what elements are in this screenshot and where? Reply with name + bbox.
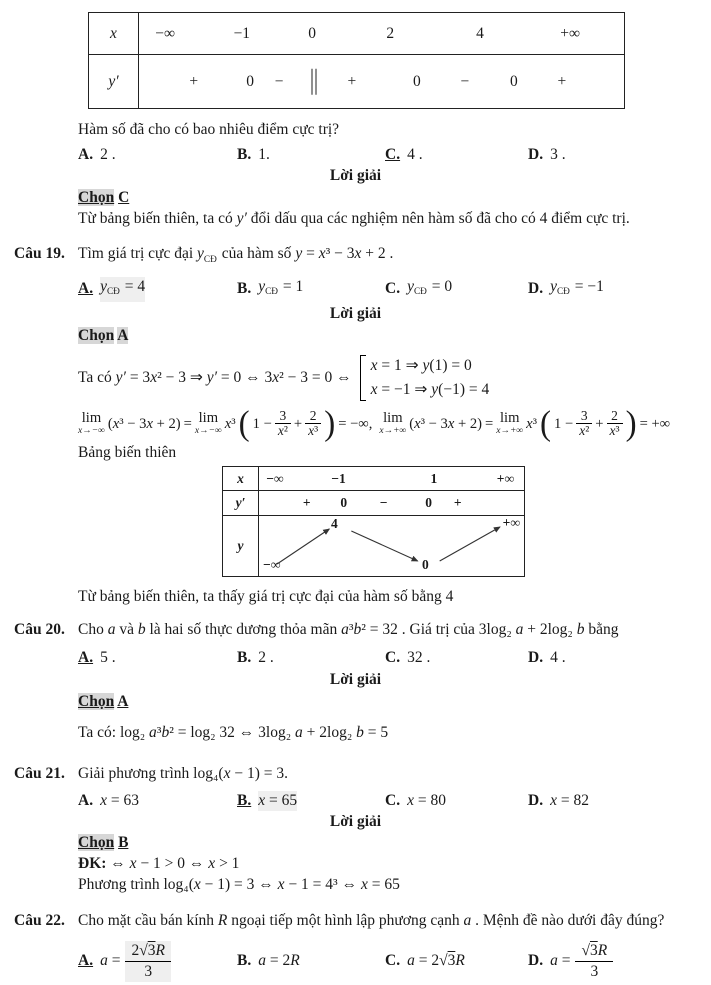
q21-number: Câu 21. — [14, 765, 65, 783]
q21-chon-word: Chọn — [78, 834, 115, 852]
q20-option-a — [78, 648, 237, 668]
q18-option-c — [385, 145, 528, 165]
q21-condition: ĐK: ⇔ x − 1 > 0 ⇔ x > 1 — [78, 855, 240, 873]
y-valley-value: 0 — [422, 557, 429, 573]
q19-case-1: x = 1 ⇒ y(1) = 0 — [370, 357, 472, 375]
q19-options — [78, 277, 711, 303]
q18-option-b-value: 1. — [258, 146, 270, 163]
q19-case-2: x = −1 ⇒ y(−1) = 4 — [370, 381, 490, 399]
q21-option-b-label: B. — [237, 792, 252, 810]
y-peak-value: 4 — [331, 516, 338, 532]
table-q18-x-values: −∞ −1 0 2 4 +∞ — [155, 24, 581, 42]
q21-option-d-label: D. — [528, 792, 544, 810]
fraction-3-x2: $\frac{3}{\text{x²}}$ — [275, 409, 291, 438]
limit-operator: lim x→−∞ — [78, 409, 105, 437]
table-q19-x-values: −∞ −1 1 +∞ — [266, 470, 515, 486]
open-paren: ( — [540, 404, 552, 443]
q19-chon-letter: A — [117, 327, 129, 345]
q18-loigiai-heading: Lời giải — [329, 167, 382, 184]
q20-option-c-label: C. — [385, 649, 401, 667]
q21-option-c-value: x = 80 — [407, 792, 446, 810]
q20-option-a-value: 5 . — [100, 649, 116, 667]
q20-option-d — [528, 648, 711, 668]
document-page — [0, 12, 711, 982]
q22-option-b-value: a = 2R — [258, 952, 300, 970]
q21-chon-letter: B — [118, 834, 129, 852]
table-q19-yprime-values: + 0 − 0 + — [302, 495, 462, 511]
q21-heading — [0, 764, 711, 784]
table-q19-y-row — [223, 516, 524, 576]
q21-chon — [78, 833, 711, 853]
q21-question: Giải phương trình log₄(x − 1) = 3. — [78, 765, 288, 783]
q18-option-a-label: A. — [78, 146, 94, 163]
result-minus-infinity: = −∞, — [338, 415, 373, 432]
q19-option-a — [78, 277, 237, 303]
one-minus: 1 − — [252, 415, 272, 432]
q19-chon — [78, 326, 711, 346]
q18-option-d-value: 3 . — [550, 146, 566, 163]
q18-option-d — [528, 145, 711, 165]
q18-option-b-label: B. — [237, 146, 252, 163]
q22-option-d-fraction: $\frac{√3R}{3}$ — [575, 941, 613, 982]
q19-chon-word: Chọn — [78, 327, 115, 345]
q22-question: Cho mặt cầu bán kính R ngoại tiếp một hình lập phương cạnh a . Mệnh đề nào dưới đây đúng? — [78, 912, 665, 930]
limit-operator: lim x→−∞ — [194, 409, 222, 437]
q22-option-c — [385, 937, 528, 985]
q20-solution: Ta có: log₂ a³b² = log₂ 32 ⇔ 3log₂ a + 2log₂ b = 5 — [78, 724, 389, 742]
q19-loigiai-heading: Lời giải — [329, 305, 382, 323]
q22-heading — [0, 911, 711, 931]
q22-option-b — [237, 937, 385, 985]
q19-option-a-value: $y_{CĐ} = 4$ — [100, 277, 145, 303]
q20-question: Cho a và b là hai số thực dương thỏa mãn a³b² = 32 . Giá trị của 3log₂ a + 2log₂ b bằng — [78, 621, 619, 639]
q18-chon — [78, 188, 711, 208]
q21-option-b-value: x = 65 — [258, 792, 298, 810]
q21-option-d-value: x = 82 — [550, 792, 589, 810]
q19-option-d-value: $y_{CĐ} = -1$ — [550, 277, 604, 298]
q20-number: Câu 20. — [14, 621, 65, 639]
q21-solution: Phương trình log₄(x − 1) = 3 ⇔ x − 1 = 4³ ⇔ x = 65 — [78, 876, 400, 894]
variation-table-q19 — [222, 466, 525, 577]
plus-sign: + — [595, 415, 604, 432]
y-top-right: +∞ — [502, 515, 520, 531]
q21-option-a-value: x = 63 — [100, 792, 139, 810]
limit-operator: lim x→+∞ — [379, 409, 407, 437]
variation-table-q18 — [88, 12, 625, 109]
q20-chon — [78, 692, 711, 712]
q19-limits-line — [78, 404, 711, 443]
q20-option-c-value: 32 . — [407, 649, 431, 667]
q19-derivative-line — [78, 354, 711, 402]
q19-option-b-value: $y_{CĐ} = 1$ — [258, 277, 304, 298]
q21-option-a — [78, 791, 237, 811]
q19-option-c-value: $y_{CĐ} = 0$ — [407, 277, 453, 298]
table-q19-x-label: x — [223, 467, 259, 490]
q19-option-d-label: D. — [528, 280, 544, 298]
q18-option-c-value: 4 . — [407, 146, 423, 163]
x-cubed: x³ — [526, 415, 538, 432]
q20-option-b-label: B. — [237, 649, 252, 667]
q21-option-a-label: A. — [78, 792, 94, 810]
q18-option-b — [237, 145, 385, 165]
q22-option-d — [528, 937, 711, 985]
q18-options — [78, 145, 711, 165]
equals-sign: = — [485, 415, 494, 432]
q19-question: Tìm giá trị cực đại $y_{CĐ}$ của hàm số y = x³ − 3x + 2 . — [78, 245, 394, 265]
q22-option-a-prefix: a = — [100, 952, 121, 970]
q18-chon-word: Chọn — [78, 189, 115, 206]
q18-chon-letter: C — [118, 189, 130, 206]
limit-poly: (x³ − 3x + 2) — [409, 415, 483, 432]
q18-explanation: Từ bảng biến thiên, ta có y′ đổi dấu qua các nghiệm nên hàm số đã cho có 4 điểm cực trị. — [78, 210, 630, 227]
q18-option-a — [78, 145, 237, 165]
q21-options — [78, 791, 711, 811]
one-minus: 1 − — [554, 415, 574, 432]
q19-heading — [0, 244, 711, 270]
q19-derivative-text: Ta có y′ = 3x² − 3 ⇒ y′ = 0 ⇔ 3x² − 3 = 0 ⇔ — [78, 369, 352, 387]
table-q19-y-values — [259, 516, 524, 576]
q22-number: Câu 22. — [14, 912, 65, 930]
table-q19-yprime-row — [223, 491, 524, 516]
q20-option-a-label: A. — [78, 649, 94, 667]
limit-operator: lim x→+∞ — [496, 409, 524, 437]
q19-option-b-label: B. — [237, 280, 252, 298]
q19-bbt-label: Bảng biến thiên — [78, 444, 177, 462]
table-q18-yprime-values: + 0 − + 0 − 0 + — [139, 55, 624, 108]
q18-option-c-label: C. — [385, 146, 401, 163]
fraction-2-x3: $\frac{2}{\text{x³}}$ — [305, 409, 321, 438]
table-q19-x-row — [223, 467, 524, 491]
limit-poly: (x³ − 3x + 2) — [107, 415, 181, 432]
q20-options — [78, 648, 711, 668]
q19-conclusion: Từ bảng biến thiên, ta thấy giá trị cực đại của hàm số bằng 4 — [78, 588, 454, 606]
q20-option-c — [385, 648, 528, 668]
open-paren: ( — [238, 404, 250, 443]
q18-question: Hàm số đã cho có bao nhiêu điểm cực trị? — [78, 121, 340, 138]
q20-loigiai-heading: Lời giải — [329, 671, 382, 689]
q20-chon-word: Chọn — [78, 693, 115, 711]
fraction-3-x2: $\frac{3}{\text{x²}}$ — [576, 409, 592, 438]
q19-cases-bracket — [360, 354, 490, 402]
q22-option-b-label: B. — [237, 952, 252, 970]
result-plus-infinity: = +∞ — [639, 415, 671, 432]
q19-number: Câu 19. — [14, 245, 65, 262]
table-q19-yprime-label: y′ — [223, 491, 259, 515]
undefined-double-bar — [311, 68, 316, 95]
equals-sign: = — [183, 415, 192, 432]
table-q19-y-label: y — [223, 516, 259, 576]
table-q18-x-row — [89, 13, 624, 55]
q21-option-d — [528, 791, 711, 811]
q19-option-a-label: A. — [78, 280, 94, 298]
variation-arrows — [259, 516, 524, 576]
close-paren: ) — [324, 404, 336, 443]
q20-option-d-value: 4 . — [550, 649, 566, 667]
q22-option-d-label: D. — [528, 952, 544, 970]
fraction-2-x3: $\frac{2}{\text{x³}}$ — [607, 409, 623, 438]
q22-options — [78, 937, 711, 985]
q21-option-c — [385, 791, 528, 811]
q20-option-b-value: 2 . — [258, 649, 274, 667]
q22-option-a — [78, 937, 237, 985]
q21-option-b — [237, 791, 385, 811]
table-q18-yprime-label: y′ — [89, 55, 139, 108]
table-q18-x-label: x — [89, 13, 139, 54]
q19-option-c-label: C. — [385, 280, 401, 298]
plus-sign: + — [293, 415, 303, 432]
y-bottom-left: −∞ — [263, 557, 281, 573]
x-cubed: x³ — [224, 415, 236, 432]
q19-option-d — [528, 277, 711, 303]
q18-option-a-value: 2 . — [100, 146, 116, 163]
q22-option-c-value: a = 2√3R — [407, 952, 465, 970]
q20-option-d-label: D. — [528, 649, 544, 667]
q21-option-c-label: C. — [385, 792, 401, 810]
q22-option-a-label: A. — [78, 952, 94, 970]
q20-heading — [0, 620, 711, 640]
q22-option-a-fraction: $\frac{2√3R}{3}$ — [125, 941, 170, 982]
q22-option-c-label: C. — [385, 952, 401, 970]
table-q18-yprime-row — [89, 55, 624, 108]
q22-option-d-prefix: a = — [550, 952, 571, 970]
q19-option-b — [237, 277, 385, 303]
close-paren: ) — [625, 404, 637, 443]
q19-option-c — [385, 277, 528, 303]
q20-option-b — [237, 648, 385, 668]
q21-loigiai-heading: Lời giải — [329, 813, 382, 831]
q20-chon-letter: A — [117, 693, 129, 711]
q18-option-d-label: D. — [528, 146, 544, 163]
